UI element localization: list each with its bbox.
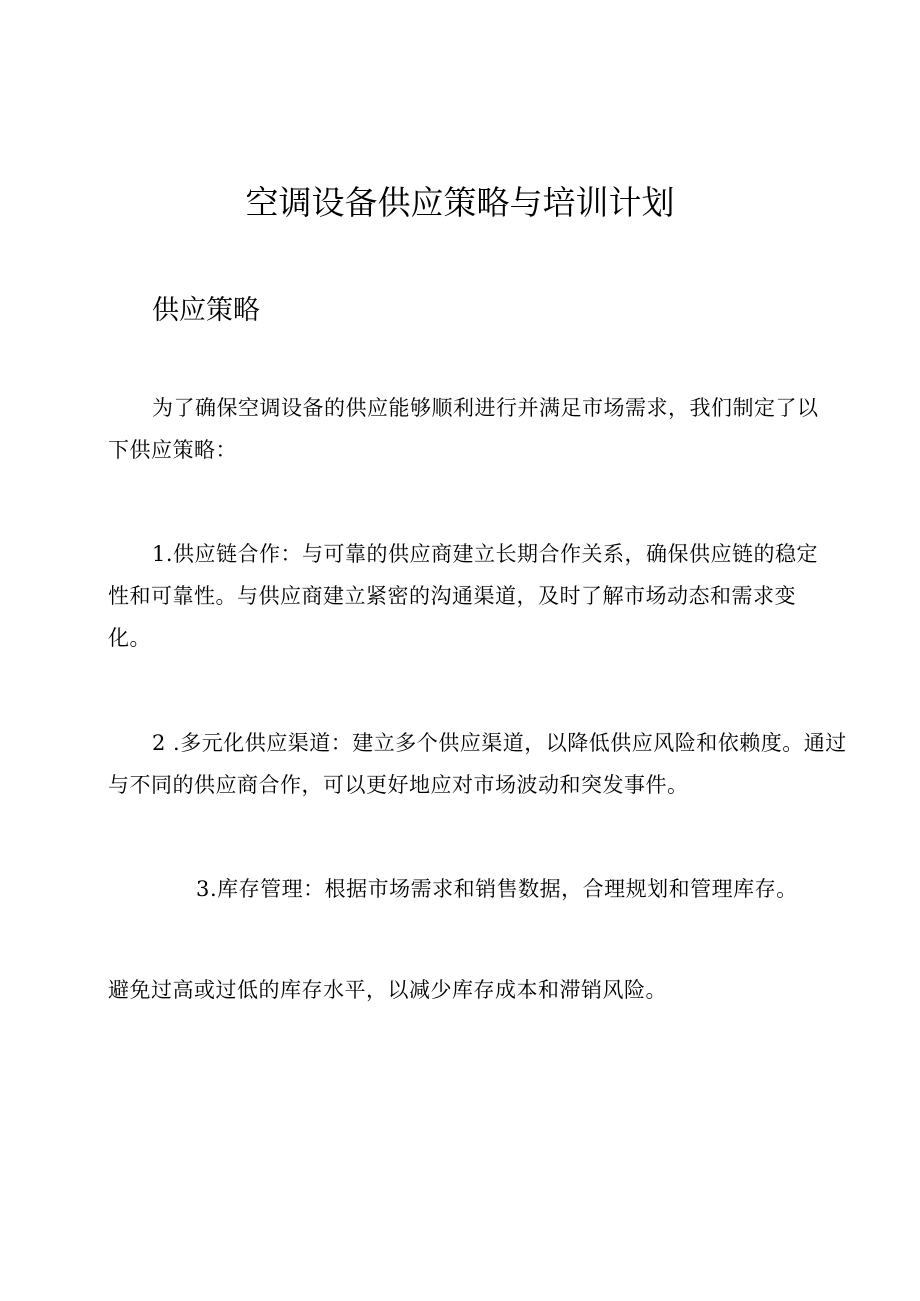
- list-item-number: 3: [196, 877, 210, 901]
- list-item-inventory-management: [108, 868, 808, 910]
- intro-paragraph: 为了确保空调设备的供应能够顺利进行并满足市场需求，我们制定了以下供应策略：: [108, 396, 819, 462]
- inventory-continuation-paragraph: 避免过高或过低的库存水平，以减少库存成本和滞销风险。: [108, 978, 667, 1002]
- list-item-diversified-channels: 2 .多元化供应渠道：建立多个供应渠道，以降低供应风险和依赖度。通过与不同的供应商合作，可以更好地应对市场波动和突发事件。: [108, 731, 847, 797]
- list-item-text: .库存管理：根据市场需求和销售数据，合理规划和管理库存。: [210, 877, 798, 901]
- list-item-supply-chain-cooperation: 1.供应链合作：与可靠的供应商建立长期合作关系，确保供应链的稳定性和可靠性。与供应商建立紧密的沟通渠道，及时了解市场动态和需求变化。: [108, 542, 819, 650]
- section-heading-supply-strategy: 供应策略: [152, 295, 260, 326]
- document-title: 空调设备供应策略与培训计划: [245, 183, 675, 222]
